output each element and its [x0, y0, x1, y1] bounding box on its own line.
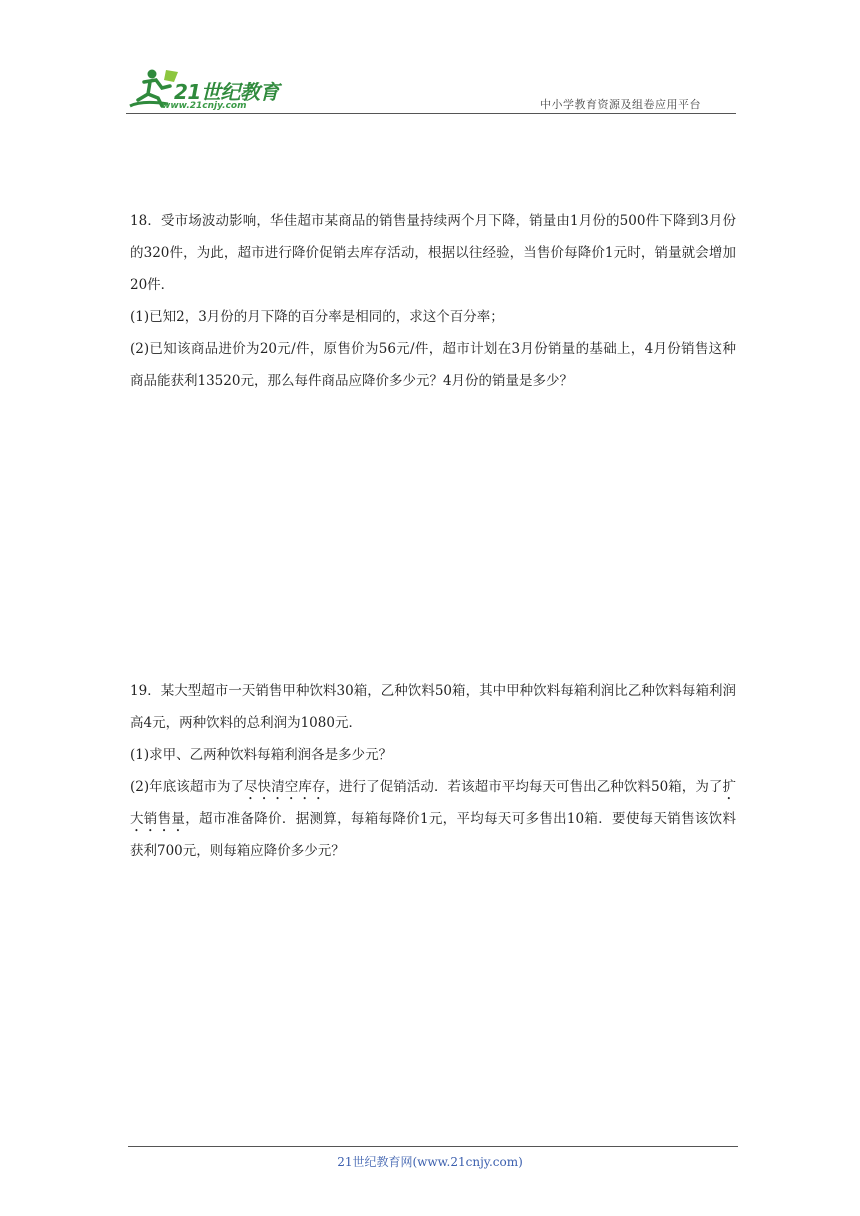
question-18-part1: (1)已知2，3月份的月下降的百分率是相同的，求这个百分率；: [130, 309, 504, 325]
logo: [122, 66, 292, 114]
header-divider: [126, 113, 736, 114]
question-19-part2-b: ，进行了促销活动．若该超市平均每天可售出乙种饮料50箱，为了: [325, 779, 723, 795]
question-19-part2-c: ，超市准备降价．据测算，每箱每降价1元，平均每天可多售出10箱．要使每天销售该饮料获利700元，则每箱应降价多少元？: [130, 811, 736, 859]
platform-name: 中小学教育资源及组卷应用平台: [540, 98, 701, 111]
footer-link[interactable]: 21世纪教育网(www.21cnjy.com): [337, 1155, 523, 1169]
logo-url: www.21cnjy.com: [162, 101, 247, 111]
question-19-part2-a: (2)年底该超市为了: [130, 779, 245, 795]
question-19-emphasis-2: 扩大销售量: [130, 779, 736, 827]
logo-brand: 21世纪教育: [174, 80, 279, 104]
question-19-intro: 19．某大型超市一天销售甲种饮料30箱，乙种饮料50箱，其中甲种饮料每箱利润比乙种饮料每箱利润高4元，两种饮料的总利润为1080元．: [130, 683, 736, 731]
question-18-intro: 18．受市场波动影响，华佳超市某商品的销售量持续两个月下降，销量由1月份的500件下降到3月份的320件，为此，超市进行降价促销去库存活动，根据以往经验，当售价每降价1元时，销量就会增加20件．: [130, 213, 736, 293]
question-18-part2: (2)已知该商品进价为20元/件，原售价为56元/件，超市计划在3月份销量的基础上，4月份销售这种商品能获利13520元，那么每件商品应降价多少元？4月份的销量是多少？: [130, 341, 736, 389]
question-19-emphasis-1: 尽快清空库存: [244, 779, 326, 795]
question-19-part1: (1)求甲、乙两种饮料每箱利润各是多少元？: [130, 747, 393, 763]
question-19-part2: [130, 771, 736, 867]
page-header: [0, 0, 860, 120]
question-19: [130, 675, 736, 867]
question-18: [130, 205, 736, 397]
footer-divider: [128, 1146, 738, 1147]
